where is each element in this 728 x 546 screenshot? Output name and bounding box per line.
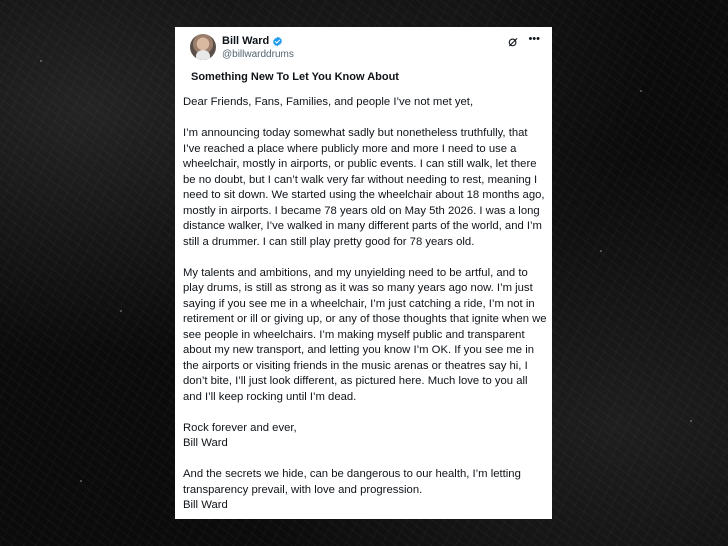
background-speck [640, 90, 642, 92]
background-speck [690, 420, 692, 422]
verified-badge-icon [272, 36, 283, 47]
grok-icon[interactable] [508, 37, 518, 47]
background-speck [120, 310, 122, 312]
post-body [183, 95, 549, 529]
post-paragraph: And the secrets we hide, can be dangerous to our health, I’m letting transparency prevail, with love and progression. Bill Ward [183, 468, 521, 511]
avatar[interactable] [190, 34, 216, 60]
background-speck [40, 60, 42, 62]
post-paragraph: I’m announcing today somewhat sadly but nonetheless truthfully, that I’ve reached a place where publicly more and more I need to use a wheelchair, mostly in airports, or public events. I can still walk, let there be no doubt, but I can’t walk very far without needing to rest, meaning I need to sit down. We started using the wheelchair about 18 months ago, mostly in airports. I became 78 years old on May 5th 2026. I was a long distance walker, I’ve walked in many different parts of the world, and I’m still a drummer. I can still play pretty good for 78 years old. [183, 127, 545, 248]
author-name[interactable]: Bill Ward [222, 35, 270, 47]
post-card [175, 27, 552, 519]
post-paragraph: Dear Friends, Fans, Families, and people I’ve not met yet, [183, 96, 474, 108]
author-handle[interactable]: @billwarddrums [222, 49, 294, 60]
author-name-row [222, 35, 283, 48]
background-speck [600, 250, 602, 252]
post-paragraph: Rock forever and ever, Bill Ward [183, 421, 297, 449]
post-paragraph: My talents and ambitions, and my unyielding need to be artful, and to play drums, is still as strong as it was so many years ago now. I’m just saying if you see me in a wheelchair, I’m just catching a ride, I’m not in retirement or ill or giving up, or any of those thoughts that ignite when we see people in wheelchairs. I’m making myself public and transparent about my new transport, and letting you know I’m OK. If you see me in the airports or visiting friends in the music arenas or theatres say hi, I don’t bite, I’ll just look different, as pictured here. Much love to you all and I’ll keep rocking until I’m dead. [183, 266, 547, 403]
post-header [183, 27, 544, 87]
more-options-icon[interactable]: ••• [528, 33, 540, 45]
post-title: Something New To Let You Know About [191, 71, 399, 83]
background-speck [80, 480, 82, 482]
